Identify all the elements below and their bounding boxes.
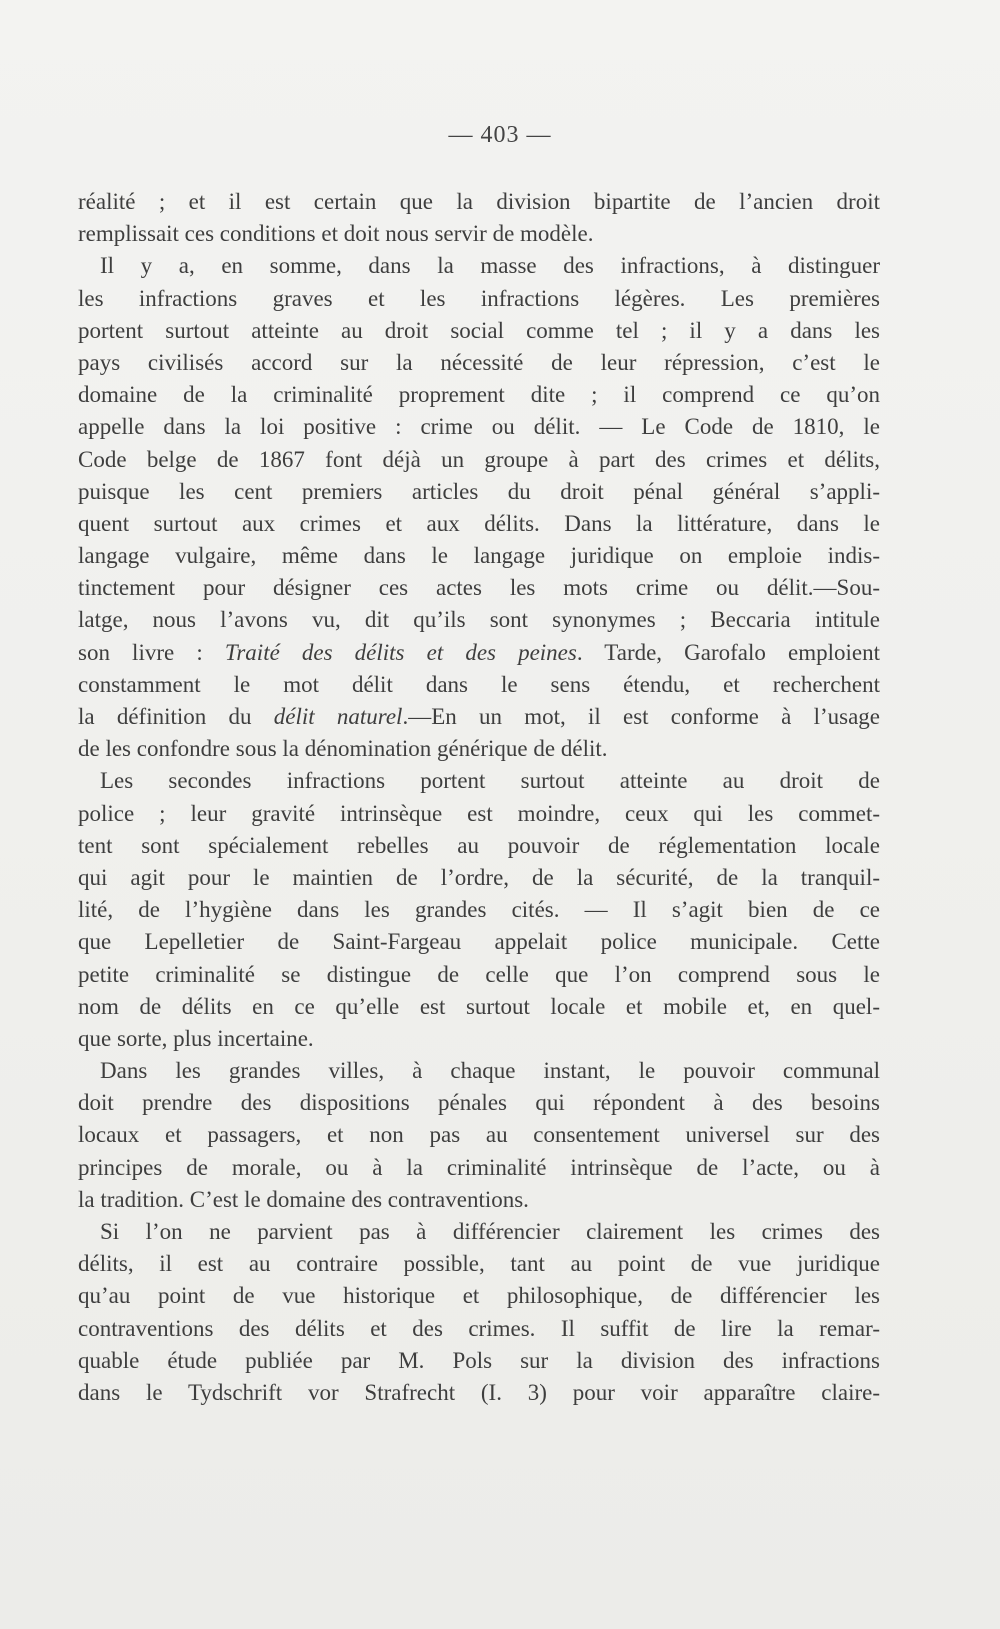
- text-line: petite criminalité se distingue de celle que l’on comprend sous le: [78, 961, 880, 987]
- text-line: qui agit pour le maintien de l’ordre, de la sécurité, de la tranquil-: [78, 864, 880, 890]
- text-line: que Lepelletier de Saint-Fargeau appelait police municipale. Cette: [78, 929, 880, 955]
- text-line: Dans les grandes villes, à chaque instant, le pouvoir communal: [100, 1058, 880, 1084]
- text-line: réalité ; et il est certain que la division bipartite de l’ancien droit: [78, 189, 880, 214]
- text-line: remplissait ces conditions et doit nous servir de modèle.: [78, 221, 594, 247]
- text-line: Code belge de 1867 font déjà un groupe à part des crimes et délits,: [78, 446, 880, 472]
- text-run: .—En un mot, il est conforme à l’usage: [402, 704, 880, 729]
- text-line: constamment le mot délit dans le sens étendu, et recherchent: [78, 671, 880, 697]
- text-line: langage vulgaire, même dans le langage juridique on emploie indis-: [78, 543, 880, 569]
- text-line: puisque les cent premiers articles du droit pénal général s’appli-: [78, 478, 880, 504]
- text-line: que sorte, plus incertaine.: [78, 1025, 314, 1051]
- text-line: de les confondre sous la dénomination générique de délit.: [78, 736, 608, 762]
- text-line: portent surtout atteinte au droit social comme tel ; il y a dans les: [78, 317, 880, 343]
- text-line: Si l’on ne parvient pas à différencier clairement les crimes des: [100, 1219, 880, 1244]
- text-line: domaine de la criminalité proprement dite ; il comprend ce qu’on: [78, 382, 880, 408]
- page-number: — 403 —: [448, 122, 552, 148]
- text-line: Il y a, en somme, dans la masse des infractions, à distinguer: [100, 253, 880, 279]
- text-line-with-italic: [78, 637, 880, 669]
- text-line: dans le Tydschrift vor Strafrecht (I. 3) pour voir apparaître claire-: [78, 1379, 880, 1405]
- text-line: pays civilisés accord sur la nécessité de leur répression, c’est le: [78, 349, 880, 375]
- text-run: son livre :: [78, 639, 225, 665]
- text-line: contraventions des délits et des crimes. Il suffit de lire la remar-: [78, 1315, 880, 1341]
- text-run: la définition du: [78, 704, 274, 729]
- text-line: quent surtout aux crimes et aux délits. Dans la littérature, dans le: [78, 510, 880, 536]
- text-line: locaux et passagers, et non pas au consentement universel sur des: [78, 1122, 880, 1148]
- text-run: . Tarde, Garofalo emploient: [576, 639, 880, 665]
- text-line: quable étude publiée par M. Pols sur la division des infractions: [78, 1347, 880, 1373]
- text-line-with-italic: [78, 701, 880, 733]
- italic-title: Traité des délits et des peines: [224, 639, 577, 665]
- text-line: police ; leur gravité intrinsèque est moindre, ceux qui les commet-: [78, 800, 880, 826]
- text-line: qu’au point de vue historique et philosophique, de différencier les: [78, 1283, 880, 1309]
- text-line: appelle dans la loi positive : crime ou délit. — Le Code de 1810, le: [78, 414, 880, 440]
- text-line: les infractions graves et les infractions légères. Les premières: [78, 285, 880, 311]
- text-line: tent sont spécialement rebelles au pouvoir de réglementation locale: [78, 832, 880, 858]
- body-text: [78, 186, 880, 1409]
- text-line: nom de délits en ce qu’elle est surtout locale et mobile et, en quel-: [78, 993, 880, 1019]
- text-line: doit prendre des dispositions pénales qui répondent à des besoins: [78, 1090, 880, 1116]
- text-line: lité, de l’hygiène dans les grandes cités. — Il s’agit bien de ce: [78, 897, 880, 923]
- italic-term: délit naturel: [273, 704, 403, 729]
- text-line: latge, nous l’avons vu, dit qu’ils sont synonymes ; Beccaria intitule: [78, 607, 880, 633]
- text-line: Les secondes infractions portent surtout atteinte au droit de: [100, 768, 880, 794]
- text-line: principes de morale, ou à la criminalité intrinsèque de l’acte, ou à: [78, 1154, 880, 1180]
- text-line: tinctement pour désigner ces actes les mots crime ou délit.—Sou-: [78, 575, 880, 601]
- text-line: délits, il est au contraire possible, tant au point de vue juridique: [78, 1251, 880, 1277]
- text-line: la tradition. C’est le domaine des contraventions.: [78, 1186, 529, 1212]
